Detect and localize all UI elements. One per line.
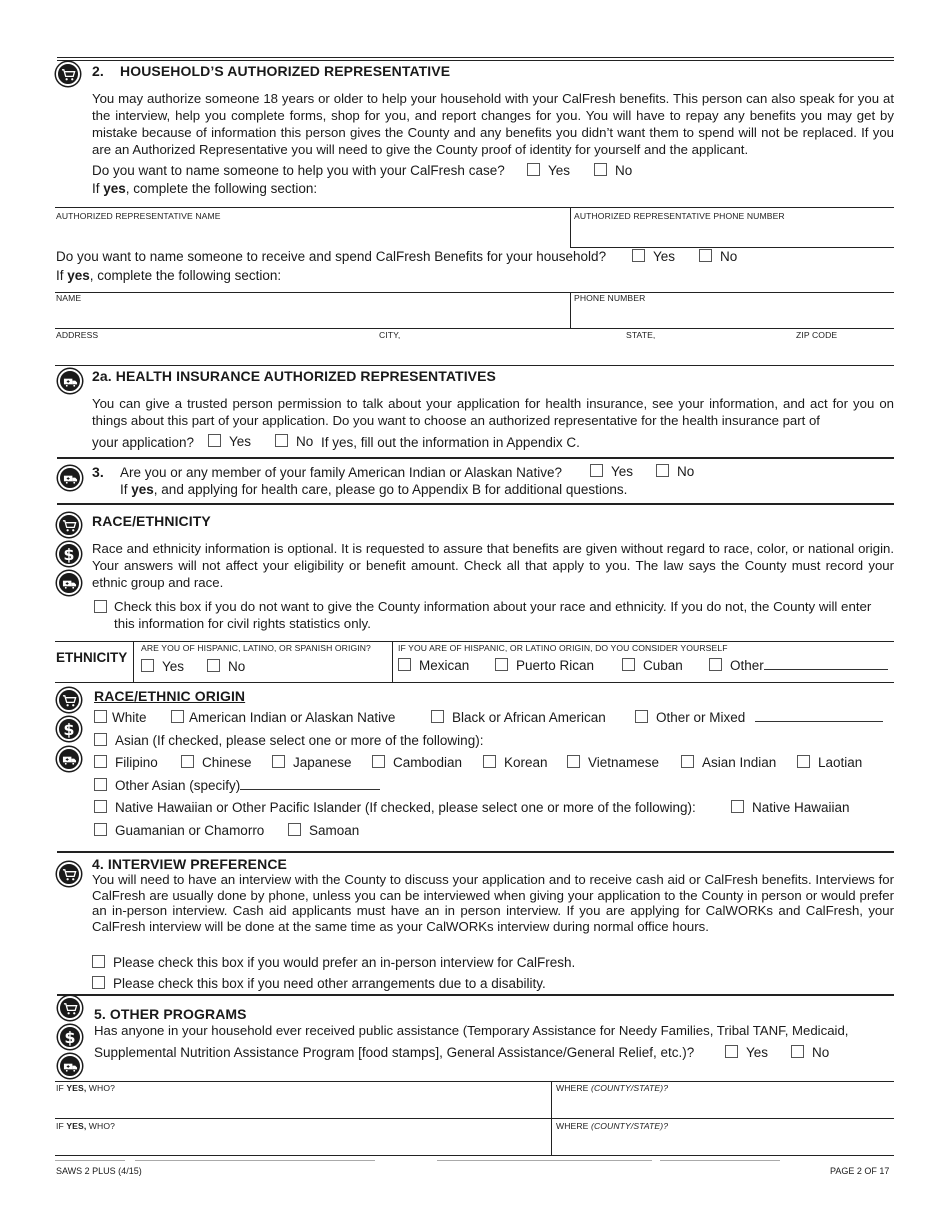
receiver-if-yes-note: If yes, complete the following section: (56, 268, 282, 283)
rep-phone-label: AUTHORIZED REPRESENTATIVE PHONE NUMBER (574, 211, 785, 221)
section-2a-question: your application? (92, 435, 195, 450)
consider-question: IF YOU ARE OF HISPANIC, OR LATINO ORIGIN, DO YOU CONSIDER YOURSELF (398, 643, 728, 653)
health-ambulance-icon (58, 466, 82, 490)
ethnicity-label: ETHNICITY (56, 650, 128, 665)
race-origin-title: RACE/ETHNIC ORIGIN (94, 688, 246, 704)
eth-puerto-rican-option[interactable]: Puerto Rican (495, 658, 594, 673)
section-5-question: Supplemental Nutrition Assistance Program [food stamps], General Assistance/General Relief, etc.)? (94, 1045, 695, 1060)
race-black-option[interactable]: Black or African American (431, 710, 606, 725)
guamanian-option[interactable]: Guamanian or Chamorro (94, 823, 264, 838)
zip-label: ZIP CODE (796, 330, 838, 340)
native-hawaiian-checkbox[interactable] (731, 800, 744, 813)
race-other-mixed-option[interactable]: Other or Mixed (635, 710, 883, 725)
disability-arrangement-checkbox[interactable] (92, 976, 105, 989)
asian-japanese-option[interactable]: Japanese (272, 755, 352, 770)
cash-aid-dollar-icon: $ (58, 1025, 82, 1049)
receiver-no-option[interactable]: No (699, 249, 737, 264)
section-2a-paragraph: You can give a trusted person permission to talk about your application for health insurance, see your information, and act for you on things about this part of your application. Do you want to choose an authorized representative for the health insurance part of (92, 396, 894, 428)
asian-vietnamese-checkbox[interactable] (567, 755, 580, 768)
assistance-yes-checkbox[interactable] (725, 1045, 738, 1058)
health-ambulance-icon (57, 747, 81, 771)
asian-cambodian-option[interactable]: Cambodian (372, 755, 462, 770)
city-field[interactable] (378, 341, 623, 363)
eth-mexican-option[interactable]: Mexican (398, 658, 469, 673)
where-field-2[interactable] (554, 1132, 893, 1154)
state-label: STATE, (626, 330, 656, 340)
asian-laotian-checkbox[interactable] (797, 755, 810, 768)
health-ambulance-icon (58, 1054, 82, 1078)
assistance-no-option[interactable]: No (791, 1045, 829, 1060)
who-label-2: IF YES, WHO? (56, 1121, 115, 1131)
rep-no-checkbox[interactable] (594, 163, 607, 176)
rep-yes-checkbox[interactable] (527, 163, 540, 176)
name-field[interactable] (55, 304, 567, 326)
calfresh-cart-icon (58, 996, 82, 1020)
eth-puerto-rican-checkbox[interactable] (495, 658, 508, 671)
in-person-interview-checkbox[interactable] (92, 955, 105, 968)
race-black-checkbox[interactable] (431, 710, 444, 723)
race-asian-option[interactable]: Asian (If checked, please select one or more of the following): (94, 733, 483, 748)
native-yes-checkbox[interactable] (590, 464, 603, 477)
rep-phone-field[interactable] (573, 222, 893, 246)
section-3-question: Are you or any member of your family American Indian or Alaskan Native? (120, 465, 562, 480)
asian-laotian-option[interactable]: Laotian (797, 755, 862, 770)
where-label-2: WHERE (COUNTY/STATE)? (556, 1121, 669, 1131)
eth-cuban-option[interactable]: Cuban (622, 658, 683, 673)
asian-indian-option[interactable]: Asian Indian (681, 755, 776, 770)
native-no-option[interactable]: No (656, 464, 694, 479)
health-ambulance-icon (58, 369, 82, 393)
calfresh-cart-icon (56, 62, 80, 86)
native-yes-option[interactable]: Yes (590, 464, 633, 479)
hispanic-no-checkbox[interactable] (207, 659, 220, 672)
cash-aid-dollar-icon: $ (57, 542, 81, 566)
eth-other-field[interactable] (764, 669, 888, 670)
hispanic-no-option[interactable]: No (207, 659, 245, 674)
health-rep-no-checkbox[interactable] (275, 434, 288, 447)
rep-name-label: AUTHORIZED REPRESENTATIVE NAME (56, 211, 221, 221)
other-asian-field[interactable] (240, 789, 380, 790)
race-other-mixed-checkbox[interactable] (635, 710, 648, 723)
eth-cuban-checkbox[interactable] (622, 658, 635, 671)
address-field[interactable] (55, 341, 375, 363)
health-rep-no-option[interactable]: No (275, 434, 313, 449)
section-2-paragraph: You may authorize someone 18 years or older to help your household with your CalFresh benefits. This person can also speak for you at the interview, help you complete forms, shop for you, and report changes for you. You will have to repay any benefits you may get by mistake because of information this person gives the County and any benefits you didn’t want them to spend will not be replaced. If you are an Authorized Representative you will need to give the County proof of identity for yourself and the applicant. (92, 91, 894, 157)
city-label: CITY, (379, 330, 401, 340)
phone-field[interactable] (573, 304, 893, 326)
receiver-yes-option[interactable]: Yes (632, 249, 675, 264)
eth-other-checkbox[interactable] (709, 658, 722, 671)
native-no-checkbox[interactable] (656, 464, 669, 477)
asian-korean-option[interactable]: Korean (483, 755, 548, 770)
who-field-1[interactable] (55, 1094, 549, 1116)
race-ethnicity-paragraph: Race and ethnicity information is optional. It is requested to assure that benefits are given without regard to race, color, or national origin. Your answers will not affect your eligibility or benefit amount. Check all that apply to you. The law says the County must record your ethnic group and race. (92, 541, 894, 590)
native-hawaiian-option[interactable]: Native Hawaiian (731, 800, 850, 815)
other-asian-option[interactable]: Other Asian (specify) (94, 778, 380, 793)
asian-cambodian-checkbox[interactable] (372, 755, 385, 768)
in-person-interview-option[interactable]: Please check this box if you would prefer an in-person interview for CalFresh. (92, 955, 575, 970)
where-label-1: WHERE (COUNTY/STATE)? (556, 1083, 669, 1093)
benefits-receiver-question: Do you want to name someone to receive and spend CalFresh Benefits for your household? (56, 249, 607, 264)
zip-field[interactable] (795, 341, 893, 363)
nhpi-option[interactable]: Native Hawaiian or Other Pacific Islander (If checked, please select one or more of the following): (94, 800, 696, 815)
where-field-1[interactable] (554, 1094, 893, 1116)
hispanic-yes-option[interactable]: Yes (141, 659, 184, 674)
guamanian-checkbox[interactable] (94, 823, 107, 836)
samoan-checkbox[interactable] (288, 823, 301, 836)
eth-mexican-checkbox[interactable] (398, 658, 411, 671)
health-rep-yes-option[interactable]: Yes (208, 434, 251, 449)
race-american-indian-option[interactable]: American Indian or Alaskan Native (171, 710, 395, 725)
hispanic-question: ARE YOU OF HISPANIC, LATINO, OR SPANISH ORIGIN? (141, 643, 371, 653)
calfresh-cart-icon (57, 513, 81, 537)
hispanic-yes-checkbox[interactable] (141, 659, 154, 672)
race-asian-checkbox[interactable] (94, 733, 107, 746)
section-2-number: 2. (92, 63, 104, 79)
rep-yes-option[interactable]: Yes (527, 163, 570, 178)
asian-filipino-option[interactable]: Filipino (94, 755, 158, 770)
authorized-rep-question: Do you want to name someone to help you with your CalFresh case? (92, 163, 505, 178)
race-optout-option[interactable]: Check this box if you do not want to give the County information about your race and ethnicity. If you do not, the County will enter this information for civil rights statistics only. (92, 598, 892, 632)
asian-vietnamese-option[interactable]: Vietnamese (567, 755, 659, 770)
asian-japanese-checkbox[interactable] (272, 755, 285, 768)
other-asian-checkbox[interactable] (94, 778, 107, 791)
section-3-note: If yes, and applying for health care, please go to Appendix B for additional questions. (120, 482, 628, 497)
section-2a-note: If yes, fill out the information in Appendix C. (321, 435, 580, 450)
assistance-yes-option[interactable]: Yes (725, 1045, 768, 1060)
section-5-title: 5. OTHER PROGRAMS (94, 1006, 247, 1022)
state-field[interactable] (625, 341, 793, 363)
section-2-title: HOUSEHOLD’S AUTHORIZED REPRESENTATIVE (120, 63, 451, 79)
rep-no-option[interactable]: No (594, 163, 632, 178)
cash-aid-dollar-icon: $ (57, 717, 81, 741)
who-field-2[interactable] (55, 1132, 549, 1154)
nhpi-checkbox[interactable] (94, 800, 107, 813)
asian-filipino-checkbox[interactable] (94, 755, 107, 768)
health-rep-yes-checkbox[interactable] (208, 434, 221, 447)
section-2a-title: 2a. HEALTH INSURANCE AUTHORIZED REPRESENTATIVES (92, 368, 496, 384)
page-number: PAGE 2 OF 17 (830, 1166, 890, 1176)
disability-arrangement-option[interactable]: Please check this box if you need other arrangements due to a disability. (92, 976, 546, 991)
race-american-indian-checkbox[interactable] (171, 710, 184, 723)
form-id: SAWS 2 PLUS (4/15) (56, 1166, 142, 1176)
address-label: ADDRESS (56, 330, 99, 340)
receiver-yes-checkbox[interactable] (632, 249, 645, 262)
assistance-no-checkbox[interactable] (791, 1045, 804, 1058)
asian-korean-checkbox[interactable] (483, 755, 496, 768)
asian-chinese-checkbox[interactable] (181, 755, 194, 768)
eth-other-option[interactable]: Other (709, 658, 888, 673)
receiver-no-checkbox[interactable] (699, 249, 712, 262)
section-3-number: 3. (92, 464, 104, 480)
who-label-1: IF YES, WHO? (56, 1083, 115, 1093)
section-4-paragraph: You will need to have an interview with the County to discuss your application and to receive cash aid or CalFresh benefits. Interviews for CalFresh are usually done by phone, unless you can be interviewed when giving your application to the County in person or would prefer an in-person interview. Cash aid applicants must have an in person interview. If you are applying for CalWORKs and CalFresh, your CalFresh interview will be done at the same time as your CalWORKs interview during normal office hours. (92, 872, 894, 934)
race-white-checkbox[interactable] (94, 710, 107, 723)
section-5-paragraph: Has anyone in your household ever received public assistance (Temporary Assistance for Needy Families, Tribal TANF, Medicaid, (94, 1023, 849, 1038)
samoan-option[interactable]: Samoan (288, 823, 359, 838)
rep-if-yes-note: If yes, complete the following section: (92, 181, 318, 196)
race-ethnicity-title: RACE/ETHNICITY (92, 513, 211, 529)
calfresh-cart-icon (57, 688, 81, 712)
rep-name-field[interactable] (55, 222, 567, 246)
race-white-option[interactable]: White (94, 710, 147, 725)
asian-chinese-option[interactable]: Chinese (181, 755, 252, 770)
asian-indian-checkbox[interactable] (681, 755, 694, 768)
section-4-title: 4. INTERVIEW PREFERENCE (92, 856, 287, 872)
name-label: NAME (56, 293, 82, 303)
race-other-mixed-field[interactable] (755, 721, 883, 722)
calfresh-cart-icon (57, 862, 81, 886)
phone-label: PHONE NUMBER (574, 293, 646, 303)
health-ambulance-icon (57, 571, 81, 595)
race-optout-checkbox[interactable] (94, 600, 107, 613)
